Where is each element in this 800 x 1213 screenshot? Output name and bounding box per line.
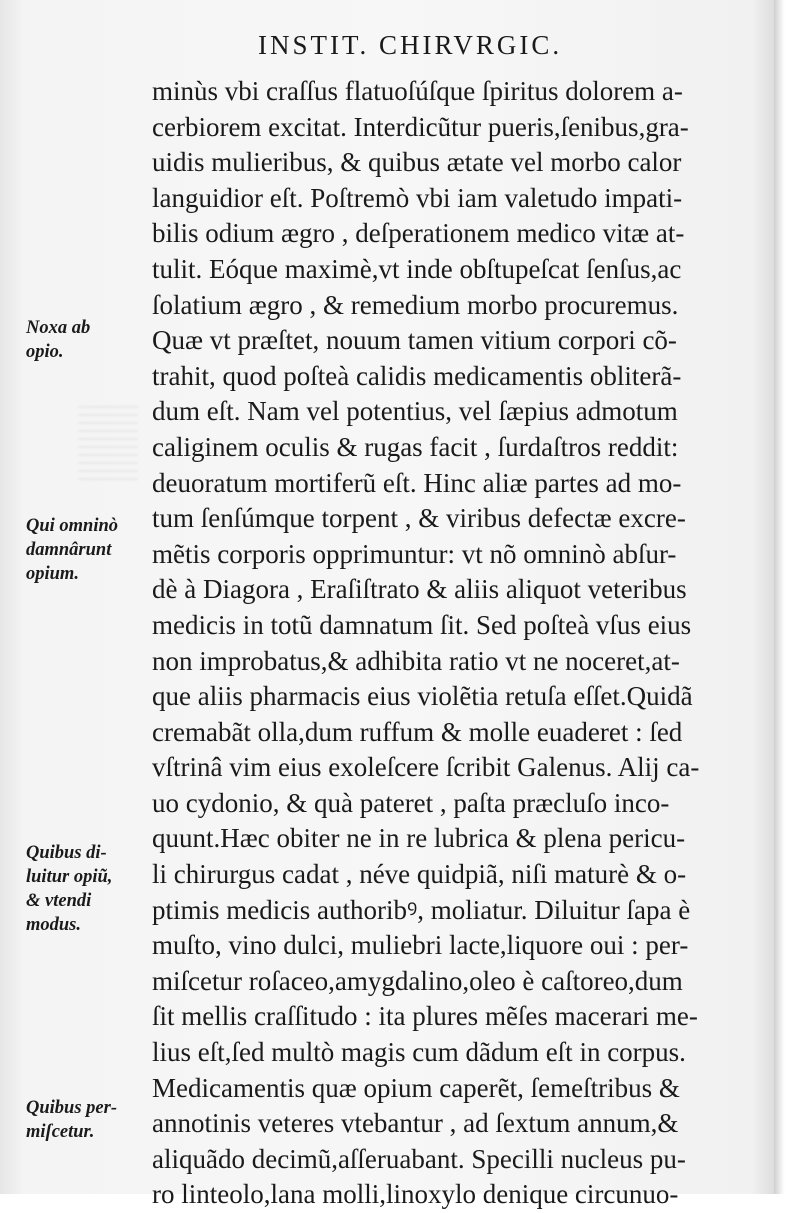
- margin-note-line: & vtendi: [26, 891, 92, 911]
- text-line: languidior eſt. Poſtremò vbi iam valetudo impati-: [152, 182, 683, 213]
- text-line: cerbiorem excitat. Interdicũtur pueris,ſenibus,gra-: [152, 111, 689, 142]
- text-line: li chirurgus cadat , néve quidpiã, niſi maturè & o-: [152, 859, 687, 890]
- text-line: trahit, quod poſteà calidis medicamentis obliterã-: [152, 360, 682, 391]
- text-line: Quæ vt præſtet, nouum tamen vitium corpori cõ-: [152, 325, 677, 356]
- bleed-through-shadow: [78, 400, 138, 480]
- text-line: ſolatium ægro , & remedium morbo procuremus.: [152, 289, 679, 320]
- body-text: [152, 74, 712, 1213]
- text-line: ptimis medicis authoribꝰ, moliatur. Diluitur ſapa è: [152, 894, 691, 925]
- text-line: mẽtis corporis opprimuntur: vt nõ omninò abſur-: [152, 538, 677, 569]
- margin-note-line: Quibus per-: [26, 1098, 117, 1118]
- text-line: dum eſt. Nam vel potentius, vel ſæpius admotum: [152, 396, 678, 427]
- text-line: caliginem oculis & rugas facit , ſurdaſtros reddit:: [152, 431, 679, 462]
- margin-note-line: miſcetur.: [26, 1122, 95, 1142]
- text-line: tulit. Eóque maximè,vt inde obſtupeſcat ſenſus,ac: [152, 253, 682, 284]
- margin-note-line: opium.: [26, 564, 79, 584]
- text-line: cremabãt olla,dum ruffum & molle euaderet : ſed: [152, 716, 683, 747]
- text-line: que aliis pharmacis eius violẽtia retuſa eſſet.Quidã: [152, 681, 693, 712]
- margin-note-line: Qui omninò: [26, 516, 119, 536]
- text-line: minùs vbi craſſus flatuoſúſque ſpiritus dolorem a-: [152, 76, 683, 106]
- running-head: INSTIT. CHIRVRGIC.: [258, 30, 563, 60]
- margin-note-permiscetur: [26, 1096, 117, 1144]
- margin-note-line: Quibus di-: [26, 843, 107, 863]
- margin-note-line: damnârunt: [26, 540, 112, 560]
- text-line: dè à Diagora , Eraſiſtrato & aliis aliquot veteribus: [152, 574, 687, 605]
- margin-note-diluitur: [26, 841, 112, 937]
- text-line: non improbatus,& adhibita ratio vt ne noceret,at-: [152, 645, 680, 676]
- text-line: annotinis veteres vtebantur , ad ſextum annum,&: [152, 1108, 679, 1139]
- text-line: deuoratum mortiferũ eſt. Hinc aliæ partes ad mo-: [152, 467, 682, 498]
- margin-note-damnarunt: [26, 514, 118, 586]
- text-line: medicis in totũ damnatum ſit. Sed poſteà vſus eius: [152, 609, 692, 640]
- text-line: Medicamentis quæ opium caperẽt, ſemeſtribus &: [152, 1072, 680, 1103]
- text-line: quunt.Hæc obiter ne in re lubrica & plena pericu-: [152, 823, 686, 854]
- margin-note-line: modus.: [26, 915, 82, 935]
- text-line: ro linteolo,lana molli,linoxylo denique circunuo-: [152, 1179, 679, 1210]
- text-line: muſto, vino dulci, muliebri lacte,liquore oui : per-: [152, 930, 689, 961]
- text-line: ſit mellis craſſitudo : ita plures mẽſes macerari me-: [152, 1001, 698, 1032]
- text-line: lius eſt,ſed multò magis cum dãdum eſt in corpus.: [152, 1037, 686, 1068]
- text-line: uidis mulieribus, & quibus ætate vel morbo calor: [152, 147, 682, 178]
- margin-note-line: opio.: [26, 342, 64, 362]
- margin-note-line: Noxa ab: [26, 318, 91, 338]
- text-line: bilis odium ægro , deſperationem medico vitæ at-: [152, 218, 685, 249]
- margin-note-noxa: [26, 316, 90, 364]
- text-line: miſcetur roſaceo,amygdalino,oleo è caſtoreo,dum: [152, 965, 683, 996]
- text-line: vſtrinâ vim eius exoleſcere ſcribit Galenus. Alij ca-: [152, 752, 700, 783]
- text-line: uo cydonio, & quà pateret , paſta præcluſo inco-: [152, 787, 670, 818]
- text-line: aliquãdo decimũ,aſſeruabant. Specilli nucleus pu-: [152, 1143, 686, 1174]
- page-edge: [774, 0, 800, 1194]
- text-line: tum ſenſúmque torpent , & viribus defectæ excre-: [152, 503, 686, 534]
- margin-note-line: luitur opiũ,: [26, 867, 113, 887]
